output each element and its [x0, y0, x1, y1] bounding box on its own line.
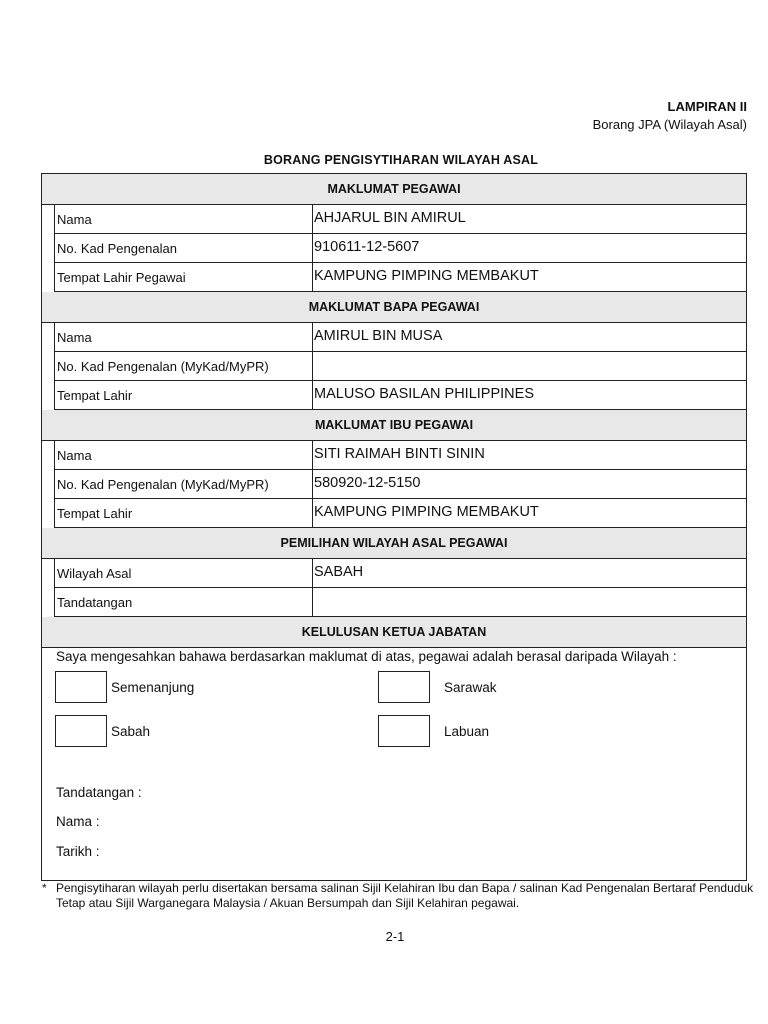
section-kelulusan: KELULUSAN KETUA JABATAN [42, 617, 746, 648]
checkbox-semenanjung[interactable] [55, 671, 107, 703]
field-label: Wilayah Asal [57, 566, 132, 581]
kelulusan-statement: Saya mengesahkan bahawa berdasarkan maklumat di atas, pegawai adalah berasal daripada Wilayah : [56, 649, 677, 664]
borang-reference: Borang JPA (Wilayah Asal) [592, 117, 747, 132]
field-label: Nama [57, 448, 92, 463]
section-maklumat-ibu: MAKLUMAT IBU PEGAWAI [42, 410, 746, 441]
field-label: No. Kad Pengenalan (MyKad/MyPR) [57, 477, 269, 492]
pegawai-nama-field[interactable]: AHJARUL BIN AMIRUL [312, 205, 747, 234]
form-title: BORANG PENGISYTIHARAN WILAYAH ASAL [263, 153, 539, 167]
field-label: No. Kad Pengenalan (MyKad/MyPR) [57, 359, 269, 374]
field-label: Tandatangan [57, 595, 133, 610]
page-number: 2-1 [385, 929, 405, 944]
bapa-lahir-field[interactable]: MALUSO BASILAN PHILIPPINES [312, 381, 747, 410]
row-ibu-ic [54, 470, 746, 499]
kelulusan-tandatangan-label: Tandatangan : [56, 785, 142, 800]
option-labuan-label: Labuan [444, 724, 490, 739]
row-tandatangan [54, 588, 746, 617]
row-ibu-lahir [54, 499, 746, 528]
option-sabah-label: Sabah [111, 724, 151, 739]
field-label: Nama [57, 330, 92, 345]
checkbox-sarawak[interactable] [378, 671, 430, 703]
section-pemilihan-wilayah: PEMILIHAN WILAYAH ASAL PEGAWAI [42, 528, 746, 559]
field-label: Tempat Lahir [57, 506, 133, 521]
row-bapa-lahir [54, 381, 746, 410]
option-semenanjung-label: Semenanjung [111, 680, 195, 695]
ibu-nama-field[interactable]: SITI RAIMAH BINTI SININ [312, 441, 747, 470]
kelulusan-tarikh-label: Tarikh : [56, 844, 100, 859]
kelulusan-nama-label: Nama : [56, 814, 100, 829]
bapa-nama-field[interactable]: AMIRUL BIN MUSA [312, 323, 747, 352]
checkbox-sabah[interactable] [55, 715, 107, 747]
wilayah-asal-field[interactable]: SABAH [312, 559, 747, 588]
section-maklumat-bapa: MAKLUMAT BAPA PEGAWAI [42, 292, 746, 323]
footnote-text: Pengisytiharan wilayah perlu disertakan bersama salinan Sijil Kelahiran Ibu dan Bapa / salinan Kad Pengenalan Bertaraf Penduduk Tetap atau Sijil Warganegara Malaysia / Akuan Bersumpah dan Sijil Kelahiran pegawai. [56, 881, 754, 910]
checkbox-labuan[interactable] [378, 715, 430, 747]
section-maklumat-pegawai: MAKLUMAT PEGAWAI [42, 174, 746, 205]
declaration-form [41, 173, 747, 881]
pegawai-lahir-field[interactable]: KAMPUNG PIMPING MEMBAKUT [312, 263, 747, 292]
field-label: No. Kad Pengenalan [57, 241, 177, 256]
row-pegawai-ic [54, 234, 746, 263]
pegawai-ic-field[interactable]: 910611-12-5607 [312, 234, 747, 263]
field-label: Tempat Lahir Pegawai [57, 270, 186, 285]
row-ibu-nama [54, 441, 746, 470]
row-bapa-ic [54, 352, 746, 381]
field-label: Tempat Lahir [57, 388, 133, 403]
ibu-ic-field[interactable]: 580920-12-5150 [312, 470, 747, 499]
row-pegawai-nama [54, 205, 746, 234]
lampiran-label: LAMPIRAN II [667, 99, 747, 114]
ibu-lahir-field[interactable]: KAMPUNG PIMPING MEMBAKUT [312, 499, 747, 528]
bapa-ic-field[interactable] [312, 352, 747, 381]
tandatangan-field[interactable] [312, 588, 747, 617]
field-label: Nama [57, 212, 92, 227]
option-sarawak-label: Sarawak [444, 680, 497, 695]
row-pegawai-lahir [54, 263, 746, 292]
row-wilayah-asal [54, 559, 746, 588]
row-bapa-nama [54, 323, 746, 352]
note-asterisk: * [42, 881, 47, 895]
